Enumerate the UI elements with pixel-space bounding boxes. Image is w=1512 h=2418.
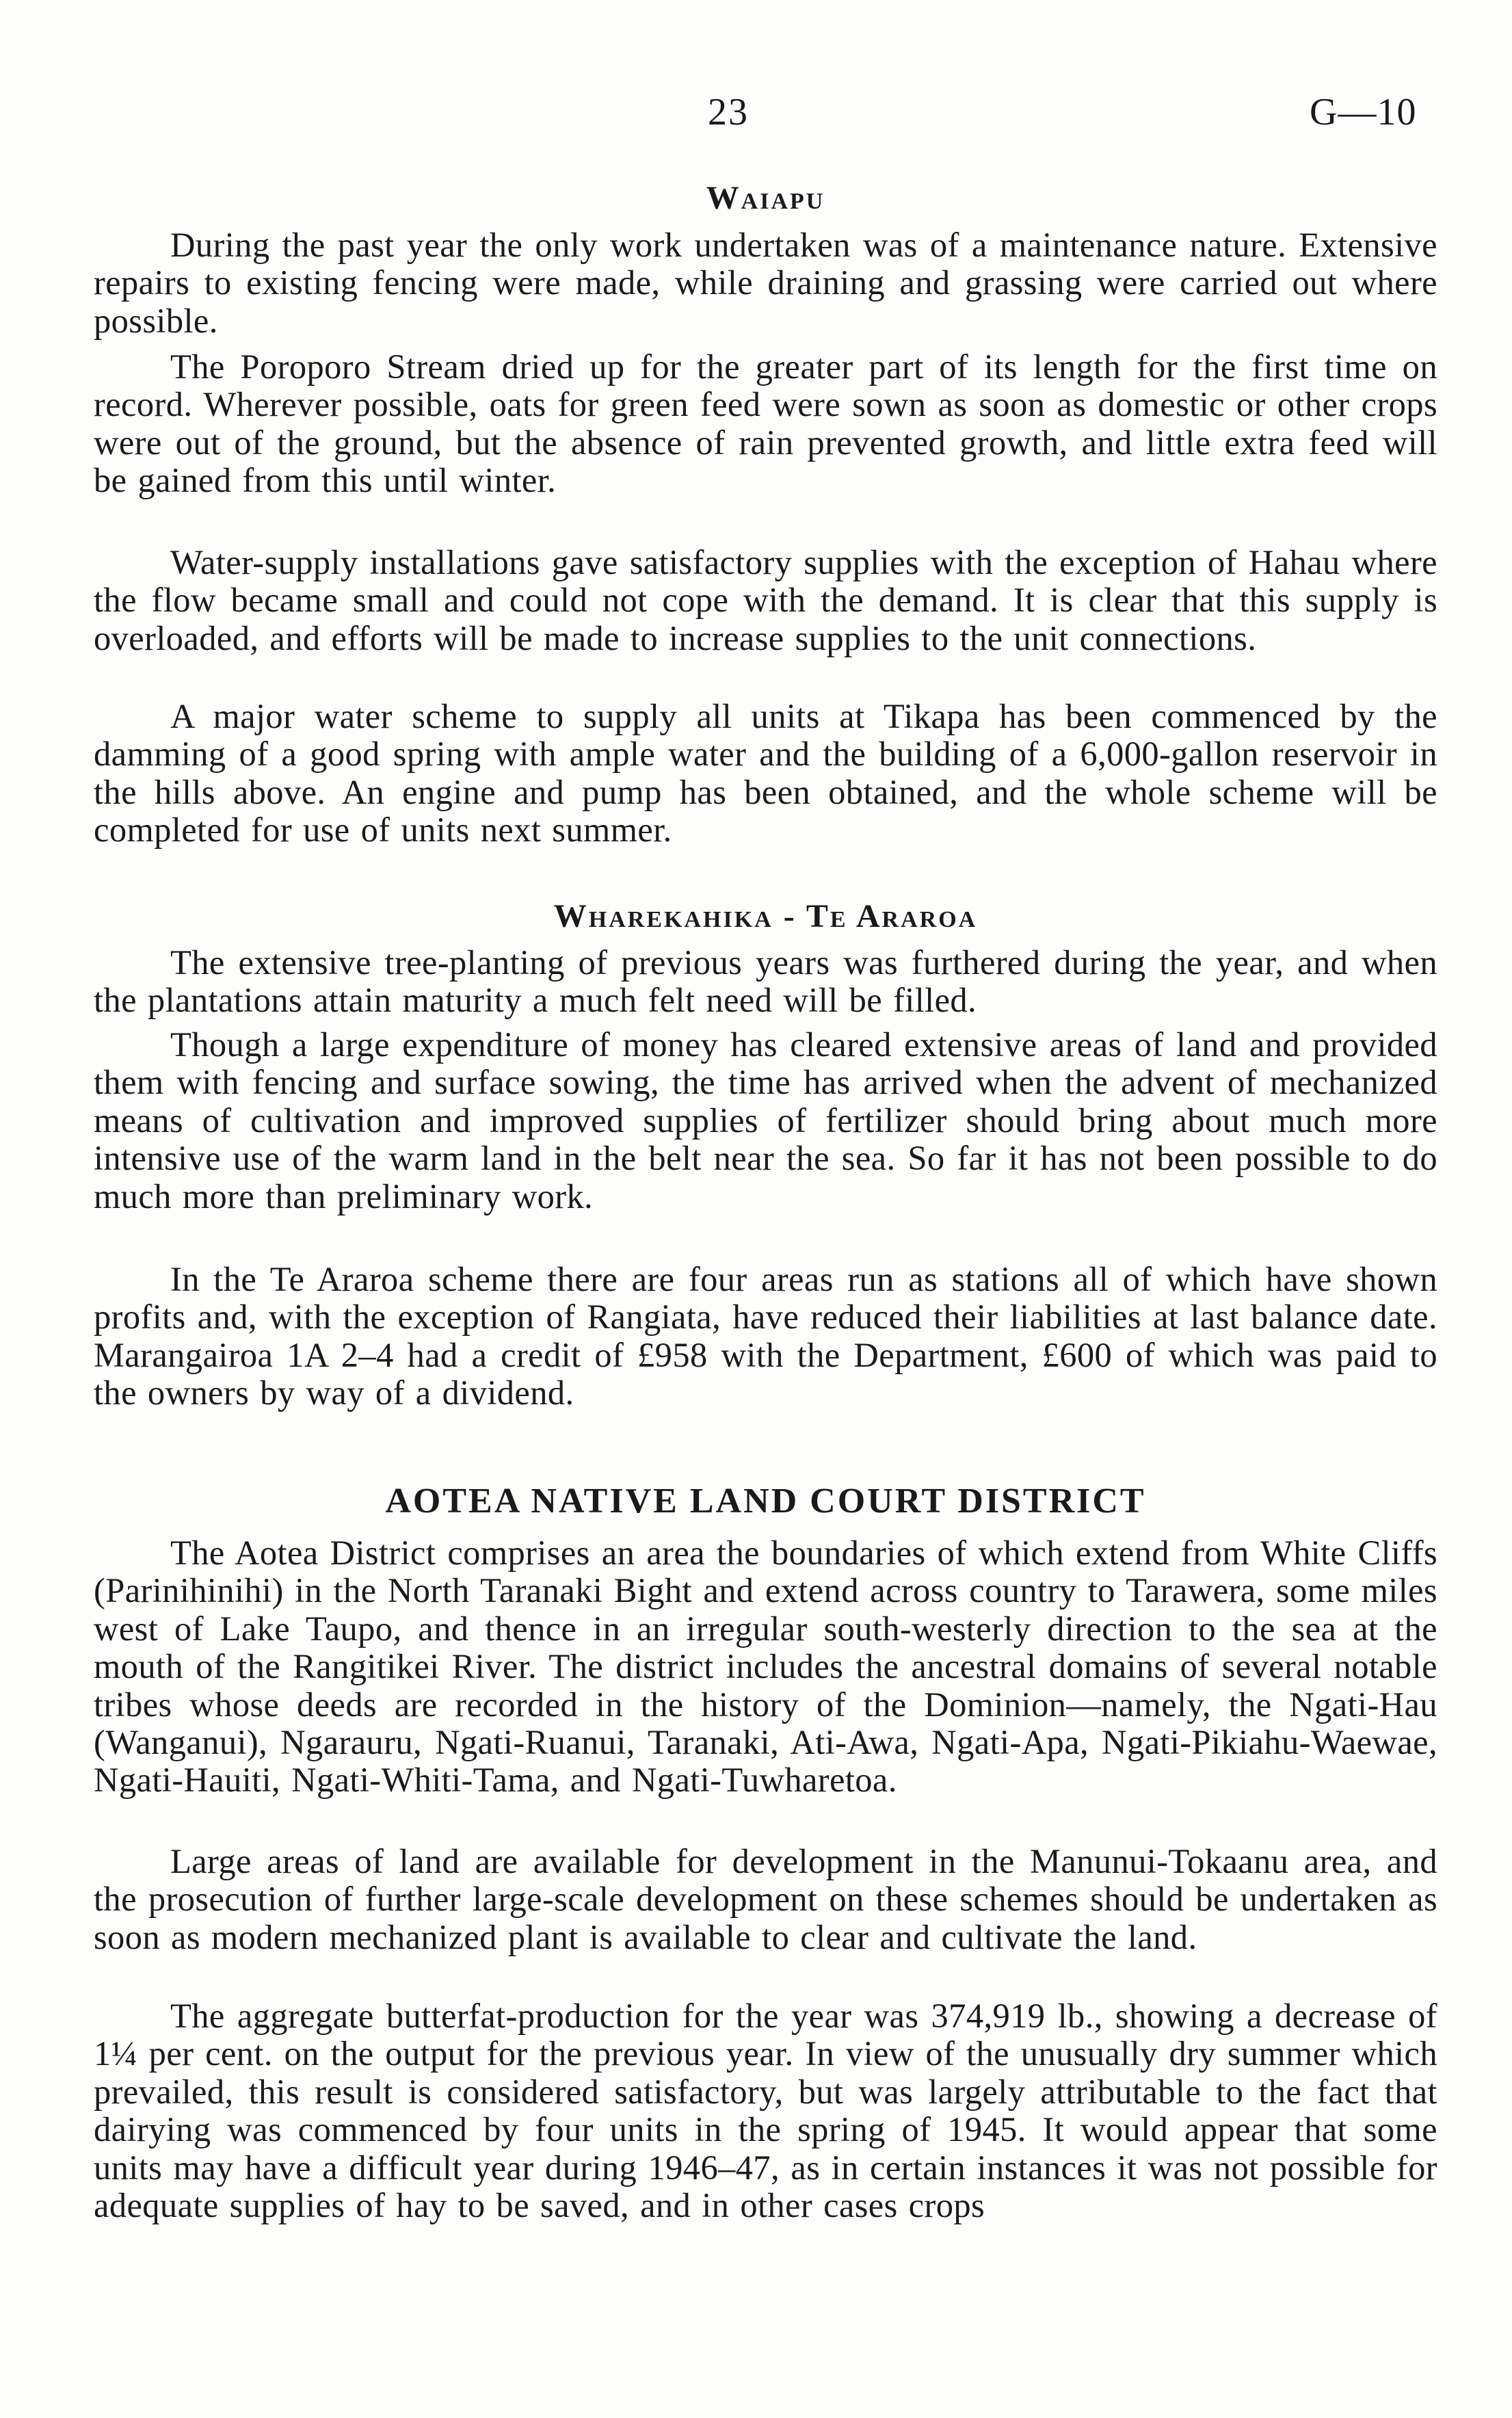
wharekahika-section [94,897,1437,935]
wharekahika-paragraph-1: The extensive tree-planting of previous years was furthered during the year, and when the plantations attain maturity a much felt need will be filled. [94,943,1437,1020]
waiapu-paragraph-3: Water-supply installations gave satisfactory supplies with the exception of Hahau where the flow became small and could not cope with the demand. It is clear that this supply is overloaded, and efforts will be made to increase supplies to the unit connections. [94,543,1437,657]
waiapu-paragraph-2: The Poroporo Stream dried up for the greater part of its length for the first time on record. Wherever possible, oats for green feed were sown as soon as domestic or other crops were out of the ground, but the absence of rain prevented growth, and little extra feed will be gained from this until winter. [94,347,1437,500]
aotea-body-1 [94,1534,1437,1800]
waiapu-body-3 [94,544,1437,657]
aotea-paragraph-2: Large areas of land are available for development in the Manunui-Tokaanu area, and the prosecution of further large-scale development on these schemes should be undertaken as soon as modern mechanized plant is available to clear and cultivate the land. [94,1842,1437,1956]
aotea-section [94,1481,1437,1521]
wharekahika-body-1 [94,944,1437,1020]
waiapu-body-2 [94,348,1437,500]
aotea-body-2 [94,1843,1437,1956]
aotea-body-3 [94,1997,1437,2224]
aotea-heading: AOTEA NATIVE LAND COURT DISTRICT [385,1482,1146,1521]
wharekahika-body-2 [94,1026,1437,1215]
wharekahika-paragraph-3: In the Te Araroa scheme there are four areas run as stations all of which have shown profits and, with the exception of Rangiata, have reduced their liabilities at last balance date. Marangairoa 1A 2–4 had a credit of £958 with the Department, £600 of which was paid to the owners by way of a dividend. [94,1260,1437,1412]
waiapu-body [94,226,1437,340]
wharekahika-body-3 [94,1261,1437,1412]
waiapu-body-4 [94,698,1437,850]
waiapu-paragraph-1: During the past year the only work undertaken was of a maintenance nature. Extensive repairs to existing fencing were made, while draining and grassing were carried out where possible. [94,226,1437,340]
page-number: 23 [708,91,749,133]
aotea-paragraph-1: The Aotea District comprises an area the boundaries of which extend from White Cliffs (Parinihinihi) in the North Taranaki Bight and extend across country to Tarawera, some miles west of Lake Taupo, and thence in an irregular south-westerly direction to the sea at the mouth of the Rangitikei River. The district includes the ancestral domains of several notable tribes whose deeds are recorded in the history of the Dominion—namely, the Ngati-Hau (Wanganui), Ngarauru, Ngati-Ruanui, Taranaki, Ati-Awa, Ngati-Apa, Ngati-Pikiahu-Waewae, Ngati-Hauiti, Ngati-Whiti-Tama, and Ngati-Tuwharetoa. [94,1534,1437,1800]
wharekahika-paragraph-2: Though a large expenditure of money has cleared extensive areas of land and provided them with fencing and surface sowing, the time has arrived when the advent of mechanized means of cultivation and improved supplies of fertilizer should bring about much more intensive use of the warm land in the belt near the sea. So far it has not been possible to do much more than preliminary work. [94,1025,1437,1215]
waiapu-heading: Waiapu [706,180,825,216]
waiapu-section [94,179,1437,217]
waiapu-paragraph-4: A major water scheme to supply all units at Tikapa has been commenced by the damming of a good spring with ample water and the building of a 6,000-gallon reservoir in the hills above. An engine and pump has been obtained, and the whole scheme will be completed for use of units next summer. [94,697,1437,850]
aotea-paragraph-3: The aggregate butterfat-production for the year was 374,919 lb., showing a decrease of 1¼ per cent. on the output for the previous year. In view of the unusually dry summer which prevailed, this result is considered satisfactory, but was largely attributable to the fact that dairying was commenced by four units in the spring of 1945. It would appear that some units may have a difficult year during 1946–47, as in certain instances it was not possible for adequate supplies of hay to be saved, and in other cases crops [94,1997,1437,2225]
report-reference: G—10 [1310,91,1417,133]
wharekahika-heading: Wharekahika - Te Araroa [553,898,978,934]
